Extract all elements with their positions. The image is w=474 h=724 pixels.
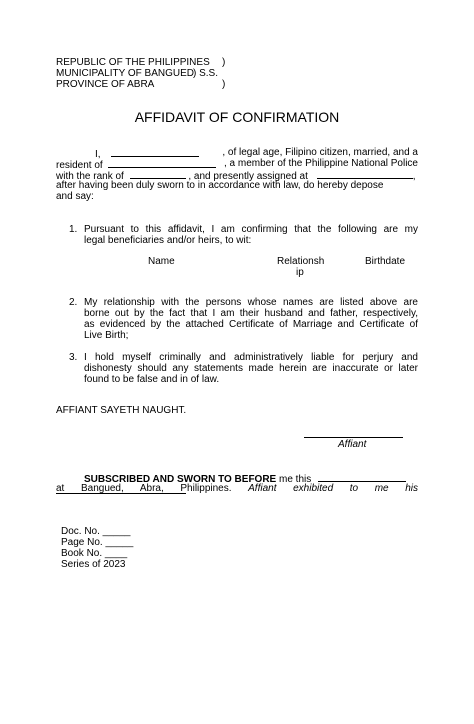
- header-ss: ) S.S.: [193, 68, 219, 79]
- assigned-at-label: , and presently assigned at: [188, 171, 308, 182]
- intro-member-pnp: , a member of the Philippine National Police: [224, 158, 418, 169]
- rank-of-label: with the rank of: [56, 171, 124, 182]
- resident-of-label: resident of: [56, 160, 103, 171]
- intro-i: I,: [95, 149, 101, 160]
- item3-number: 3.: [69, 352, 78, 363]
- header-paren-1: ): [222, 57, 226, 68]
- item2-number: 2.: [69, 297, 78, 308]
- affiant-signature-line: [304, 437, 403, 438]
- item1-line1: Pursuant to this affidavit, I am confirming that the following are my: [84, 224, 418, 235]
- item3-line1: I hold myself criminally and administratively liable for perjury and: [84, 352, 418, 363]
- book-no: Book No. ____: [61, 548, 128, 559]
- header-republic: [56, 57, 210, 68]
- item1-line2: legal beneficiaries and/or heirs, to wit:: [84, 235, 252, 246]
- me-this-text: me this: [276, 474, 312, 485]
- header-municipality: MUNICIPALITY OF BANGUED: [56, 68, 194, 79]
- id-blank-line: [56, 493, 186, 494]
- subscribed-sworn-text: SUBSCRIBED AND SWORN TO BEFORE: [84, 474, 277, 485]
- at-bangued-text: at Bangued, Abra, Philippines.: [56, 483, 232, 494]
- residence-blank: [108, 158, 216, 168]
- rank-blank: [130, 169, 186, 179]
- series-of: Series of 2023: [61, 559, 126, 570]
- col-header-relationship-wrap: ip: [296, 267, 304, 278]
- intro-legal-age: , of legal age, Filipino citizen, married, and a: [222, 147, 418, 158]
- affiant-exhibited-text: Affiant exhibited to me his: [248, 483, 419, 494]
- item2-line3: as evidenced by the attached Certificate of Marriage and Certificate of: [84, 319, 418, 330]
- item2-line1: My relationship with the persons whose names are listed above are: [84, 297, 418, 308]
- item2-line4: Live Birth;: [84, 330, 129, 341]
- affiant-sayeth-naught: AFFIANT SAYETH NAUGHT.: [56, 405, 187, 416]
- assignment-blank: [317, 169, 413, 179]
- item1-number: 1.: [69, 224, 78, 235]
- page-no: Page No. _____: [61, 537, 134, 548]
- col-header-relationship: Relationsh: [277, 256, 325, 267]
- item3-line2: dishonesty should any statements made herein are inaccurate or later: [84, 363, 418, 374]
- doc-no: Doc. No. _____: [61, 526, 131, 537]
- affiant-label: Affiant: [338, 439, 367, 450]
- header-province: PROVINCE OF ABRA: [56, 79, 155, 90]
- header-paren-3: ): [222, 79, 226, 90]
- item2-line2: borne out by the fact that I am their husband and father, respectively,: [84, 308, 418, 319]
- col-header-name: Name: [148, 256, 175, 267]
- intro-line-4: after having been duly sworn to in accordance with law, do hereby depose: [56, 180, 384, 191]
- assignment-comma: ,: [412, 171, 416, 182]
- intro-line-5: and say:: [56, 191, 94, 202]
- date-blank: [318, 472, 406, 482]
- page-title: AFFIDAVIT OF CONFIRMATION: [134, 109, 340, 125]
- name-blank: [111, 147, 199, 157]
- item3-line3: found to be false and in of law.: [84, 374, 220, 385]
- header-line1-text: REPUBLIC OF THE PHILIPPINES: [56, 57, 210, 68]
- col-header-birthdate: Birthdate: [365, 256, 406, 267]
